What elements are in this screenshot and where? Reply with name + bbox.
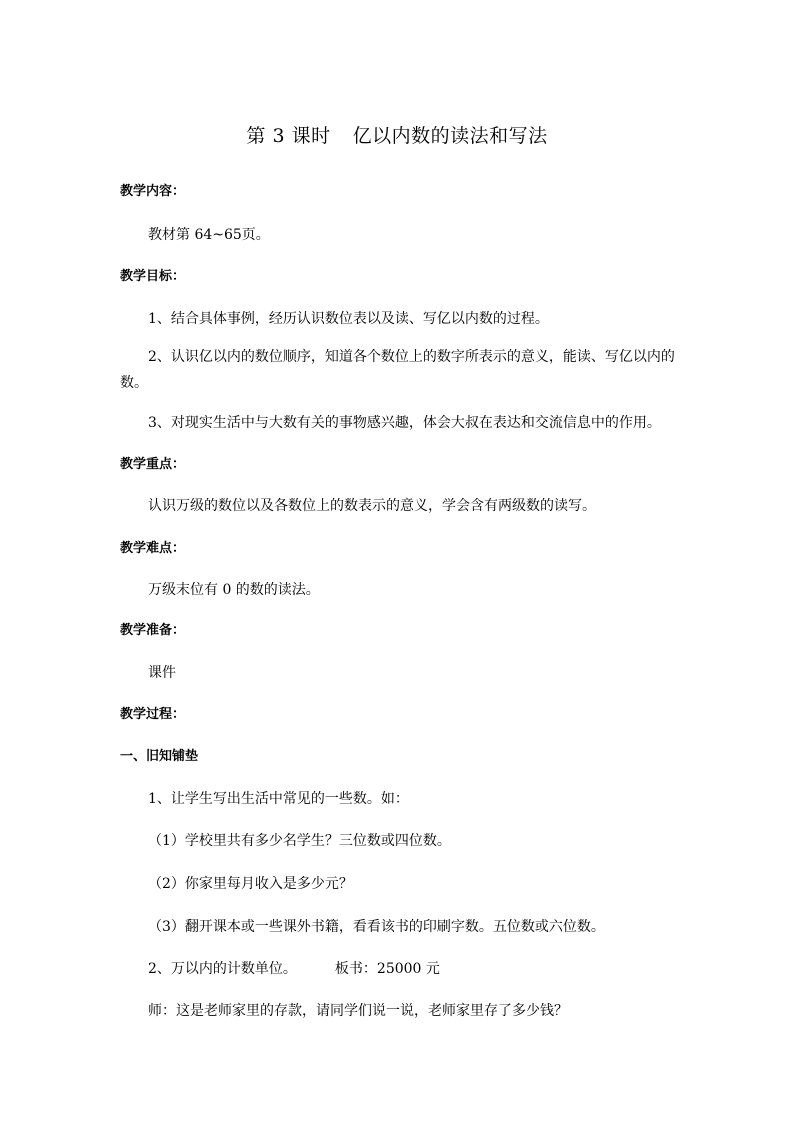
document-title (0, 124, 794, 148)
content-text: 教材第 64~65页。 (148, 227, 270, 243)
goal-1: 1、结合具体事例，经历认识数位表以及读、写亿以内数的过程。 (148, 311, 549, 327)
goal-2: 2、认识亿以内的数位顺序，知道各个数位上的数字所表示的意义，能读、写亿以内的数。 (120, 349, 675, 391)
key-points-text: 认识万级的数位以及各数位上的数表示的意义，学会含有两级数的读写。 (148, 498, 596, 514)
blackboard-note: 板书：25000 元 (334, 961, 440, 977)
preparation-text: 课件 (148, 665, 176, 681)
difficulties-text: 万级末位有 0 的数的读法。 (148, 582, 320, 598)
heading-process: 教学过程： (120, 707, 186, 722)
question-3: （3）翻开课本或一些课外书籍，看看该书的印刷字数。五位数或六位数。 (148, 919, 605, 935)
heading-key-points: 教学重点： (120, 457, 186, 472)
heading-goals: 教学目标： (120, 269, 186, 284)
heading-preparation: 教学准备： (120, 623, 186, 638)
question-2: （2）你家里每月收入是多少元？ (148, 876, 353, 892)
teacher-prompt: 师：这是老师家里的存款，请同学们说一说，老师家里存了多少钱？ (148, 1003, 568, 1019)
question-1: （1）学校里共有多少名学生？三位数或四位数。 (148, 833, 451, 849)
title-lesson-number: 第 3 课时 (246, 125, 331, 147)
title-topic: 亿以内数的读法和写法 (352, 125, 548, 147)
heading-difficulties: 教学难点： (120, 541, 186, 556)
heading-content: 教学内容： (120, 184, 186, 199)
step-2-label: 2、万以内的计数单位。 (148, 961, 297, 977)
part1-heading: 一、旧知铺垫 (120, 749, 199, 764)
step-2 (120, 956, 680, 982)
goal-3: 3、对现实生活中与大数有关的事物感兴趣，体会大叔在表达和交流信息中的作用。 (148, 415, 661, 431)
step-1: 1、让学生写出生活中常见的一些数。如： (148, 791, 409, 807)
